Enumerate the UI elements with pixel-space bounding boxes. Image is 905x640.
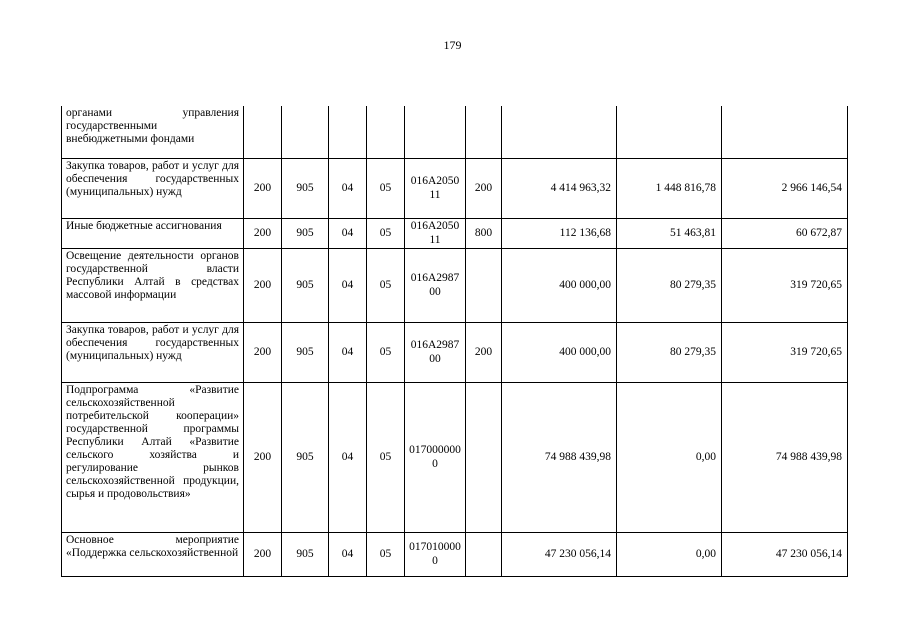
budget-table xyxy=(61,106,848,577)
table-row xyxy=(62,248,848,322)
col3-cell: 905 xyxy=(282,218,329,248)
amount2-cell: 2 966 146,54 xyxy=(722,158,848,218)
amount1-cell: 0,00 xyxy=(617,382,722,532)
col5-cell: 05 xyxy=(367,248,405,322)
amount1-cell xyxy=(617,106,722,158)
table-row xyxy=(62,106,848,158)
col4-cell: 04 xyxy=(329,218,367,248)
amount1-cell: 0,00 xyxy=(617,532,722,576)
amount1-cell: 80 279,35 xyxy=(617,322,722,382)
row-name-cell: Освещение деятельности органов государственной власти Республики Алтай в средствах массовой информации xyxy=(62,248,244,322)
col4-cell xyxy=(329,106,367,158)
amount2-cell: 319 720,65 xyxy=(722,248,848,322)
col4-cell: 04 xyxy=(329,382,367,532)
page-number: 179 xyxy=(443,38,462,52)
target-code-cell: 0170000000 xyxy=(405,382,466,532)
table-row xyxy=(62,382,848,532)
row-name-cell: Иные бюджетные ассигнования xyxy=(62,218,244,248)
expense-kind-cell: 800 xyxy=(466,218,502,248)
total-amount-cell xyxy=(502,106,617,158)
expense-kind-cell xyxy=(466,382,502,532)
col3-cell: 905 xyxy=(282,322,329,382)
col3-cell: 905 xyxy=(282,158,329,218)
col5-cell: 05 xyxy=(367,158,405,218)
col5-cell: 05 xyxy=(367,218,405,248)
amount2-cell xyxy=(722,106,848,158)
col3-cell: 905 xyxy=(282,532,329,576)
total-amount-cell: 112 136,68 xyxy=(502,218,617,248)
expense-kind-cell xyxy=(466,248,502,322)
total-amount-cell: 74 988 439,98 xyxy=(502,382,617,532)
table-row xyxy=(62,218,848,248)
col3-cell: 905 xyxy=(282,382,329,532)
table-row xyxy=(62,322,848,382)
row-name-cell: Подпрограмма «Развитие сельскохозяйственной потребительской кооперации» государственной программы Республики Алтай «Развитие сельского хозяйства и регулирование рынков сельскохозяйственной продукции, сырья и продовольствия» xyxy=(62,382,244,532)
total-amount-cell: 400 000,00 xyxy=(502,322,617,382)
table-row xyxy=(62,532,848,576)
col4-cell: 04 xyxy=(329,248,367,322)
expense-kind-cell: 200 xyxy=(466,158,502,218)
col4-cell: 04 xyxy=(329,158,367,218)
row-name-cell: органами управления государственными внебюджетными фондами xyxy=(62,106,244,158)
col3-cell xyxy=(282,106,329,158)
col4-cell: 04 xyxy=(329,322,367,382)
col5-cell: 05 xyxy=(367,532,405,576)
col3-cell: 905 xyxy=(282,248,329,322)
col2-cell: 200 xyxy=(244,218,282,248)
target-code-cell: 016А205011 xyxy=(405,218,466,248)
target-code-cell: 016А298700 xyxy=(405,322,466,382)
amount2-cell: 319 720,65 xyxy=(722,322,848,382)
row-name-cell: Закупка товаров, работ и услуг для обеспечения государственных (муниципальных) нужд xyxy=(62,322,244,382)
target-code-cell: 016А298700 xyxy=(405,248,466,322)
col2-cell: 200 xyxy=(244,322,282,382)
amount1-cell: 51 463,81 xyxy=(617,218,722,248)
col2-cell xyxy=(244,106,282,158)
col4-cell: 04 xyxy=(329,532,367,576)
amount1-cell: 80 279,35 xyxy=(617,248,722,322)
target-code-cell: 016А205011 xyxy=(405,158,466,218)
total-amount-cell: 4 414 963,32 xyxy=(502,158,617,218)
expense-kind-cell xyxy=(466,106,502,158)
expense-kind-cell: 200 xyxy=(466,322,502,382)
target-code-cell xyxy=(405,106,466,158)
expense-kind-cell xyxy=(466,532,502,576)
col2-cell: 200 xyxy=(244,158,282,218)
col5-cell: 05 xyxy=(367,322,405,382)
col2-cell: 200 xyxy=(244,532,282,576)
row-name-cell: Закупка товаров, работ и услуг для обеспечения государственных (муниципальных) нужд xyxy=(62,158,244,218)
amount1-cell: 1 448 816,78 xyxy=(617,158,722,218)
amount2-cell: 60 672,87 xyxy=(722,218,848,248)
amount2-cell: 47 230 056,14 xyxy=(722,532,848,576)
amount2-cell: 74 988 439,98 xyxy=(722,382,848,532)
total-amount-cell: 47 230 056,14 xyxy=(502,532,617,576)
table-row xyxy=(62,158,848,218)
col5-cell: 05 xyxy=(367,382,405,532)
col2-cell: 200 xyxy=(244,382,282,532)
target-code-cell: 0170100000 xyxy=(405,532,466,576)
row-name-cell: Основное мероприятие «Поддержка сельскохозяйственной xyxy=(62,532,244,576)
total-amount-cell: 400 000,00 xyxy=(502,248,617,322)
col5-cell xyxy=(367,106,405,158)
col2-cell: 200 xyxy=(244,248,282,322)
